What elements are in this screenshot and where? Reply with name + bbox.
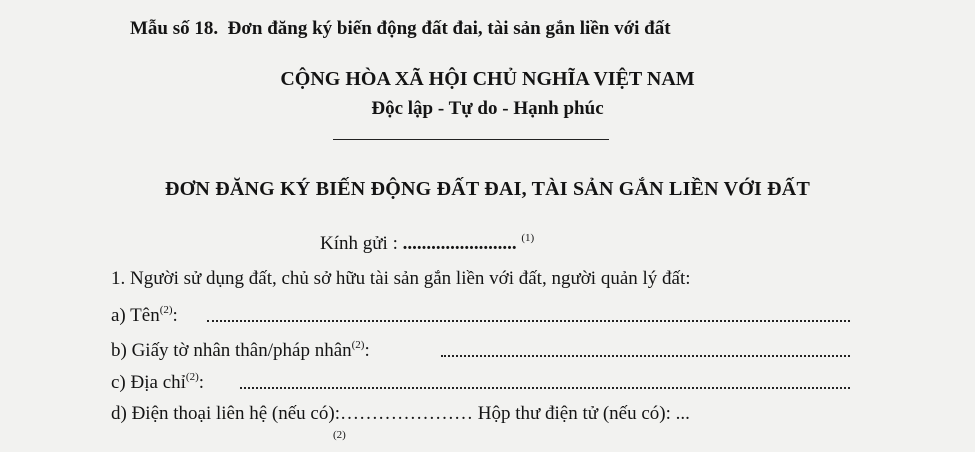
address-label: c) Địa chỉ [111, 372, 186, 393]
id-document-colon: : [364, 340, 370, 361]
id-document-label: b) Giấy tờ nhân thân/pháp nhân [111, 340, 352, 361]
address-footnote: (2) [185, 371, 199, 383]
id-document-footnote: (2) [351, 339, 365, 351]
recipient-footnote: (1) [521, 232, 535, 244]
form-name: Đơn đăng ký biến động đất đai, tài sản gắn liền với đất [227, 18, 671, 39]
recipient-line [320, 233, 534, 255]
next-row-partial [111, 430, 346, 452]
name-label: a) Tên [111, 305, 160, 326]
address-row [111, 372, 204, 394]
national-motto: Độc lập - Tự do - Hạnh phúc [371, 98, 604, 119]
email-label: Hộp thư điện tử (nếu có): [477, 403, 671, 424]
next-row-footnote: (2) [333, 429, 346, 441]
address-fill-line [240, 387, 850, 389]
document-title: ĐƠN ĐĂNG KÝ BIẾN ĐỘNG ĐẤT ĐAI, TÀI SẢN GẮN LIỀN VỚI ĐẤT [165, 178, 810, 200]
id-document-row [111, 340, 370, 362]
phone-dots: ………………… [339, 403, 473, 424]
name-field-row [111, 305, 178, 327]
contact-row [111, 403, 690, 425]
section-1-heading: 1. Người sử dụng đất, chủ sở hữu tài sản gắn liền với đất, người quản lý đất: [111, 268, 691, 289]
form-header [130, 18, 671, 40]
id-document-fill-line [441, 355, 850, 357]
recipient-dots: ........................ [402, 233, 517, 254]
motto-underline [333, 139, 609, 140]
name-colon: : [172, 305, 178, 326]
address-colon: : [198, 372, 205, 393]
name-footnote: (2) [159, 304, 173, 316]
recipient-label: Kính gửi : [320, 233, 398, 254]
name-fill-line [207, 320, 850, 322]
phone-label: d) Điện thoại liên hệ (nếu có): [111, 403, 340, 424]
national-title: CỘNG HÒA XÃ HỘI CHỦ NGHĨA VIỆT NAM [280, 68, 695, 90]
email-dots: ... [675, 403, 690, 424]
form-number: Mẫu số 18. [130, 18, 219, 39]
